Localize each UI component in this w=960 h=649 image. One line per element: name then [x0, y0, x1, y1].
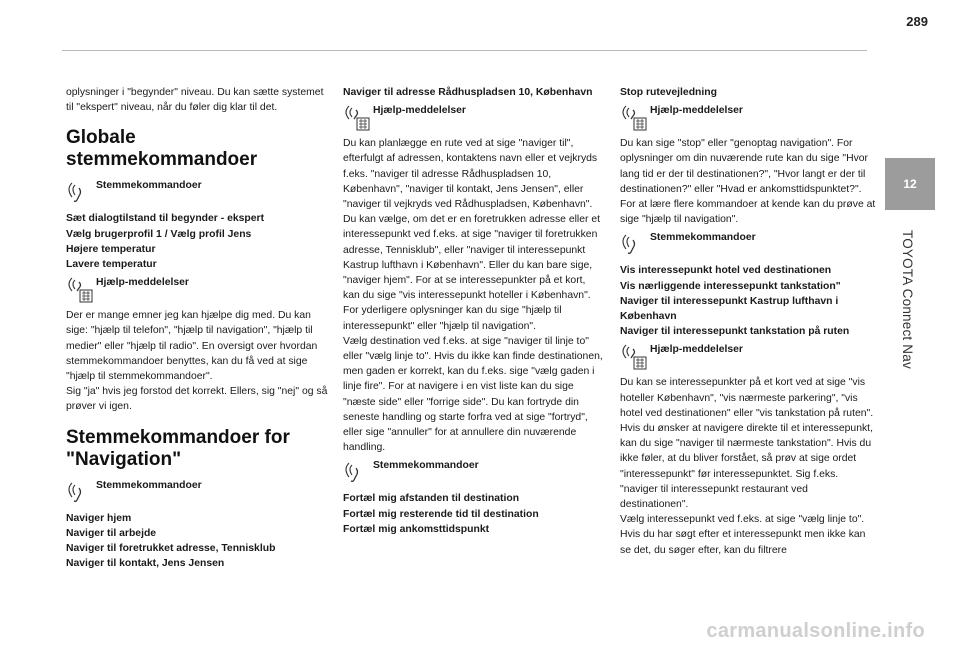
section-heading-global: Globale stemmekommandoer — [66, 127, 258, 171]
help-message-label: Hjælp-meddelelser — [96, 277, 189, 289]
command-item: Vis nærliggende interessepunkt tankstation" — [620, 280, 841, 292]
command-heading: Stop rutevejledning — [620, 87, 717, 98]
help-text: Du kan se interessepunkter på et kort ved at sige "vis hoteller København", "vis nærmeste parkering", "vis hotel ved destinationen" eller "vis tankstation på ruten". Hvis du ønsker at navigere direkte til et interessepunkt, kan du sige "naviger til nærmeste tankstation". Hvis du ikke føler, at du bliver forstået, så prøv at sige ordet "interessepunkt" før interessepunktet. Sig f.eks. "naviger til interessepunkt restaurant ved destinationen". — [620, 377, 874, 511]
command-item: Vis interessepunkt hotel ved destinationen — [620, 265, 832, 277]
column-3 — [620, 85, 876, 558]
help-message-icon — [343, 104, 371, 132]
intro-text: oplysninger i "begynder" niveau. Du kan sætte systemet til "ekspert" niveau, når du føler dig klar til det. — [66, 87, 324, 114]
command-item: Naviger til interessepunkt tankstation på ruten — [620, 326, 850, 338]
chapter-tab[interactable]: 12 — [885, 158, 935, 210]
voice-command-icon — [66, 479, 94, 507]
voice-command-label: Stemmekommandoer — [96, 180, 202, 192]
command-item: Naviger til kontakt, Jens Jensen — [66, 558, 225, 570]
command-item: Naviger hjem — [66, 512, 132, 524]
command-item: Naviger til foretrukket adresse, Tennisklub — [66, 543, 276, 555]
voice-command-row — [66, 179, 328, 207]
help-message-row — [620, 343, 876, 371]
command-item: Fortæl mig afstanden til destination — [343, 493, 520, 505]
watermark: carmanualsonline.info — [706, 620, 925, 642]
command-heading: Naviger til adresse Rådhuspladsen 10, København — [343, 87, 593, 98]
voice-command-label: Stemmekommandoer — [373, 460, 479, 472]
help-text-2: Vælg interessepunkt ved f.eks. at sige "vælg linje to". Hvis du har søgt efter et interessepunkt men ikke kan se det, du søger efter, kan du filtrere — [620, 514, 866, 556]
voice-command-row — [620, 231, 876, 259]
command-item: Fortæl mig resterende tid til destination — [343, 508, 539, 520]
help-message-row — [620, 104, 876, 132]
command-item: Vælg brugerprofil 1 / Vælg profil Jens — [66, 228, 252, 240]
help-text: Du kan planlægge en rute ved at sige "naviger til", efterfulgt af adressen, kontaktens navn eller et vejkryds f.eks. "naviger til adresse Rådhuspladsen 10, København", "naviger til kontakt, Jens Jensen", eller "naviger til vejkryds ved Rådhuspladsen, København". Du kan vælge, om det er en foretrukken adresse eller et interessepunkt ved f.eks. at sige "naviger til foretrukken adresse, Tennisklub", eller "naviger til interessepunkt Kastrup lufthavn i København". Eller du kan bare sige, "naviger hjem". For at se interessepunkter på et kort, kan du sige "vis interessepunkt hoteller i København". For yderligere oplysninger kan du sige "hjælp til interessepunkt" eller "hjælp til navigation". — [343, 138, 601, 332]
help-text: Du kan sige "stop" eller "genoptag navigation". For oplysninger om din nuværende rute kan du sige "Hvor lang tid er der til destinationen?", "Hvor langt er der til destinationen?" eller "Hvad er ankomsttidspunktet?". For at lære flere kommandoer at kende kan du prøve at sige "hjælp til navigation". — [620, 138, 876, 226]
help-message-row — [343, 104, 605, 132]
page-number: 289 — [906, 14, 928, 29]
command-item: Lavere temperatur — [66, 259, 157, 271]
header-divider — [62, 50, 867, 51]
voice-command-icon — [620, 231, 648, 259]
help-message-label: Hjælp-meddelelser — [373, 105, 466, 117]
command-item: Højere temperatur — [66, 243, 156, 255]
help-message-label: Hjælp-meddelelser — [650, 344, 743, 356]
section-heading-navigation: Stemmekommandoer for "Navigation" — [66, 426, 290, 470]
help-message-icon — [66, 276, 94, 304]
chapter-label-text: TOYOTA Connect Nav — [900, 230, 915, 369]
column-2 — [343, 85, 605, 537]
voice-command-icon — [343, 459, 371, 487]
chapter-label — [900, 230, 920, 390]
help-text-2: Vælg destination ved f.eks. at sige "naviger til linje to" eller "vælg linje to". Hvis du ikke kan finde destinationen, men gaden er korrekt, kan du f.eks. sige "vælg gaden i linje fire". For at navigere i en vist liste kan du sige "næste side" eller "forrige side". Du kan fortryde din seneste handling og starte forfra ved at sige "fortryd", eller sige "annuller" for at annullere din nuværende handling. — [343, 335, 603, 454]
command-item: Naviger til arbejde — [66, 527, 157, 539]
command-item: Sæt dialogtilstand til begynder - ekspert — [66, 213, 265, 225]
help-message-row — [66, 276, 328, 304]
voice-command-row — [66, 479, 328, 507]
help-text-2: Sig "ja" hvis jeg forstod det korrekt. Ellers, sig "nej" og så prøver vi igen. — [66, 386, 328, 413]
voice-command-label: Stemmekommandoer — [96, 479, 202, 491]
help-message-icon — [620, 343, 648, 371]
command-item: Naviger til interessepunkt Kastrup lufthavn i København — [620, 295, 839, 323]
voice-command-row — [343, 459, 605, 487]
help-message-label: Hjælp-meddelelser — [650, 105, 743, 117]
voice-command-label: Stemmekommandoer — [650, 232, 756, 244]
help-message-icon — [620, 104, 648, 132]
column-1 — [66, 85, 328, 571]
command-item: Fortæl mig ankomsttidspunkt — [343, 523, 490, 535]
help-text: Der er mange emner jeg kan hjælpe dig med. Du kan sige: "hjælp til telefon", "hjælp til navigation", "hjælp til medier" eller "hjælp til radio". En oversigt over hvordan stemmekommandoer benyttes, kan du få ved at sige "hjælp til stemmekommandoer". — [66, 310, 318, 383]
voice-command-icon — [66, 179, 94, 207]
